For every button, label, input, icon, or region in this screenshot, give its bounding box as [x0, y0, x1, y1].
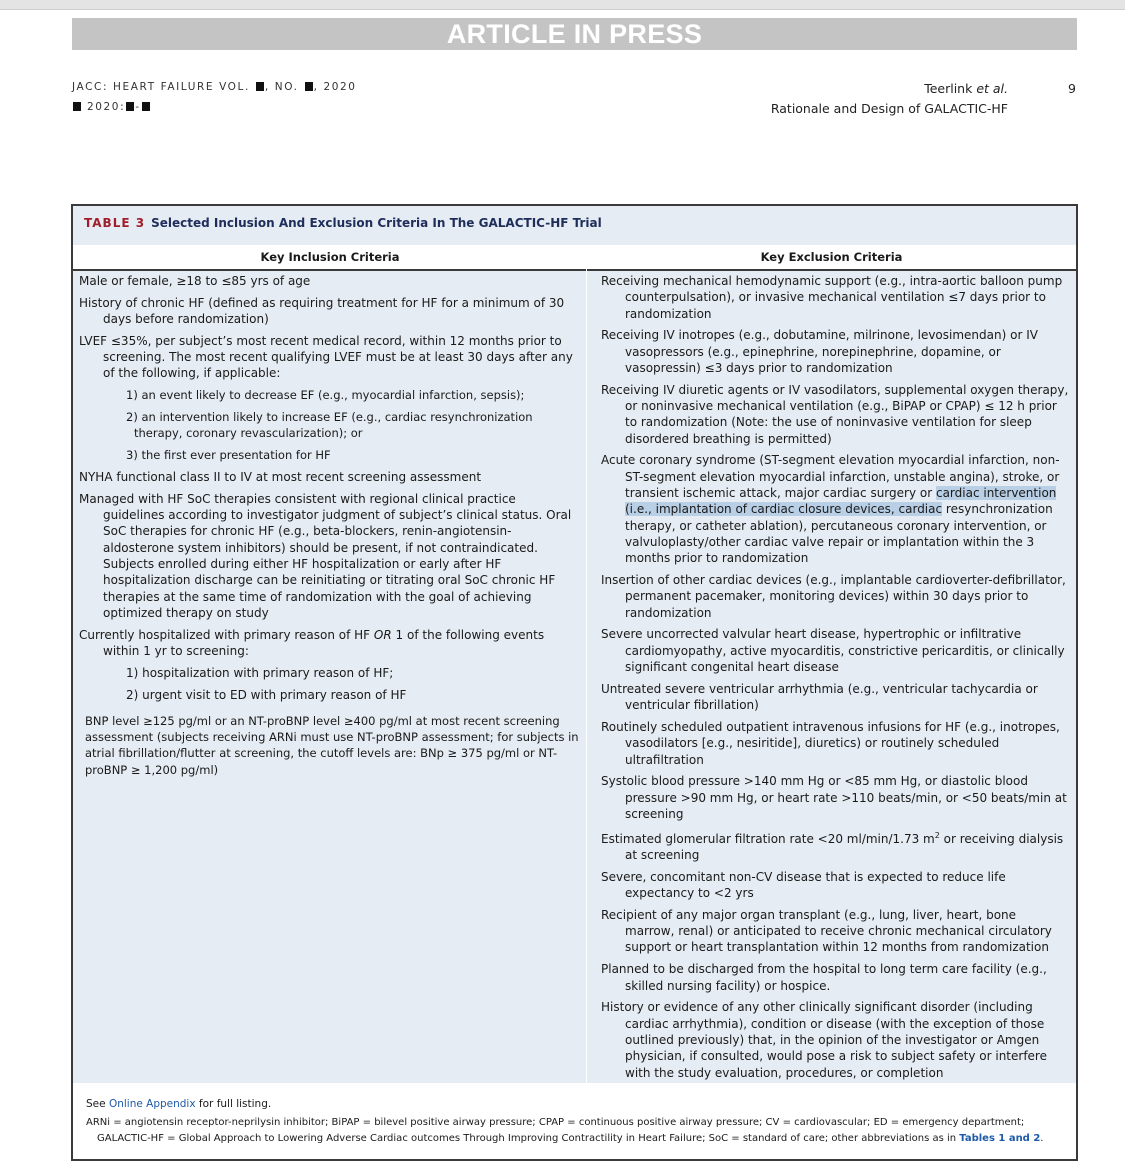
exclusion-column — [601, 273, 1069, 1086]
column-divider — [586, 245, 587, 1085]
inclusion-subcriterion: 1) an event likely to decrease EF (e.g., myocardial infarction, sepsis); — [126, 388, 525, 403]
page-number: 9 — [1068, 81, 1076, 96]
exclusion-criterion: Receiving IV inotropes (e.g., dobutamine, milrinone, levosimendan) or IV vasopressors (e.g., epinephrine, norepinephrine, dopamine, or vasopressin) ≤3 days prior to randomization — [601, 328, 1038, 375]
exclusion-criterion: Insertion of other cardiac devices (e.g., implantable cardioverter-defibrillator, permanent pacemaker, monitoring devices) within 30 days prior to randomization — [601, 573, 1066, 620]
placeholder-block — [126, 102, 134, 111]
table-title: Selected Inclusion And Exclusion Criteria In The GALACTIC-HF Trial — [151, 216, 602, 230]
table-header-row — [73, 245, 1076, 271]
inclusion-subcriterion: 1) hospitalization with primary reason of HF; — [126, 665, 394, 680]
highlighted-selection[interactable]: cardiac intervention (i.e., implantation of cardiac closure devices, cardiac — [625, 486, 1057, 517]
hospitalized-text: Currently hospitalized with primary reason of HF — [79, 627, 371, 642]
exclusion-criterion — [601, 828, 1069, 864]
exclusion-criterion: Planned to be discharged from the hospital to long term care facility (e.g., skilled nursing facility) or hospice. — [601, 962, 1047, 993]
exclusion-criterion: Receiving mechanical hemodynamic support (e.g., intra-aortic balloon pump counterpulsation), or invasive mechanical ventilation ≤7 days prior to randomization — [601, 274, 1063, 321]
exclusion-criterion: History or evidence of any other clinically significant disorder (including cardiac arrhythmia), condition or disease (with the exception of those outlined previously) that, in the opinion of the investigator or Amgen physician, if consulted, would pose a risk to subject safety or interfere with the study evaluation, procedures, or completion — [601, 1000, 1047, 1080]
inclusion-subcriterion: 3) the first ever presentation for HF — [126, 448, 331, 463]
superscript: 2 — [934, 830, 940, 840]
table-caption — [73, 206, 1076, 245]
table-footnote — [71, 1083, 1078, 1161]
exclusion-criterion: Receiving IV diuretic agents or IV vasodilators, supplemental oxygen therapy, or noninvasive mechanical ventilation (e.g., BiPAP or CPAP) ≤ 12 h prior to randomization (Note: the use of noninvasive ventilation for sleep disordered breathing is permitted) — [601, 382, 1069, 446]
inclusion-subcriterion: 2) an intervention likely to increase EF (e.g., cardiac resynchronization therapy, coronary revascularization); or — [126, 410, 533, 441]
inclusion-criterion: Managed with HF SoC therapies consistent with regional clinical practice guidelines according to investigator judgment of subject’s clinical status. Oral SoC therapies for chronic HF (e.g., beta-blockers, renin-angiotensin-aldosterone system inhibitors) should be present, if not contraindicated. Subjects enrolled during either HF hospitalization or early after HF hospitalization discharge can be reinitiating or titrating oral SoC chronic HF therapies at the same time of randomization with the goal of achieving optimized therapy on study — [79, 491, 572, 620]
or-emphasis: OR — [373, 627, 392, 642]
journal-citation-line2 — [72, 101, 151, 113]
exclusion-criterion: Routinely scheduled outpatient intravenous infusions for HF (e.g., inotropes, vasodilators [e.g., nesiritide], diuretics) or routinely scheduled ultrafiltration — [601, 719, 1060, 767]
placeholder-block — [256, 82, 264, 91]
footnote-abbreviations — [86, 1115, 1064, 1147]
author-line — [924, 81, 1008, 96]
article-in-press-banner: ARTICLE IN PRESS — [72, 18, 1077, 50]
egfr-text-cont: or receiving dialysis at screening — [625, 831, 1064, 862]
table-number: TABLE 3 — [84, 216, 146, 230]
criteria-table — [71, 204, 1078, 1085]
exclusion-criterion: Recipient of any major organ transplant (e.g., lung, liver, heart, bone marrow, renal) or anticipated to receive chronic mechanical circulatory support or heart transplantation within 12 months from randomization — [601, 907, 1052, 955]
placeholder-block — [73, 102, 81, 111]
events-text: 1 of the following events within 1 yr to screening: — [103, 627, 545, 658]
exclusion-criterion: Severe uncorrected valvular heart disease, hypertrophic or infiltrative cardiomyopathy, active myocarditis, constrictive pericarditis, or clinically significant congenital heart disease — [601, 627, 1065, 675]
inclusion-criterion: LVEF ≤35%, per subject’s most recent medical record, within 12 months prior to screening. The most recent qualifying LVEF must be at least 30 days after any of the following, if applicable: — [79, 333, 573, 381]
exclusion-criterion: Untreated severe ventricular arrhythmia (e.g., ventricular tachycardia or ventricular fibrillation) — [601, 681, 1038, 713]
issue-label: , NO. — [264, 81, 299, 93]
inclusion-criterion-bnp: BNP level ≥125 pg/ml or an NT-proBNP level ≥400 pg/ml at most recent screening assessment (subjects receiving ARNi must use NT-proBNP assessment; for subjects in atrial fibrillation/flutter at screening, the cutoff levels are: BNp ≥ 375 pg/ml or NT-proBNP ≥ 1,200 pg/ml) — [85, 713, 579, 777]
header-rule — [73, 269, 1076, 271]
online-appendix-link[interactable]: Online Appendix — [108, 1098, 196, 1110]
acs-text: Acute coronary syndrome (ST-segment elevation myocardial infarction, non-ST-segment elevation myocardial infarction, unstable angina), stroke, or transient ischemic attack, major cardiac surgery or — [601, 453, 1060, 501]
author-name: Teerlink — [924, 81, 973, 96]
window-top-bar — [0, 0, 1125, 10]
pages-dash: - — [135, 101, 141, 113]
exclusion-header: Key Exclusion Criteria — [760, 250, 903, 264]
journal-citation-line1 — [72, 81, 357, 93]
inclusion-criterion: History of chronic HF (defined as requiring treatment for HF for a minimum of 30 days before randomization) — [79, 295, 565, 327]
et-al: et al. — [976, 81, 1008, 96]
inclusion-header: Key Inclusion Criteria — [260, 250, 400, 264]
inclusion-column — [79, 273, 579, 784]
abbreviations-text: ARNi = angiotensin receptor-neprilysin inhibitor; BiPAP = bilevel positive airway pressure; CPAP = continuous positive airway pressure; CV = cardiovascular; ED = emergency department; GALACTIC-HF = Global Approach to Lowering Adverse Cardiac outcomes Through Improving Contractility in Heart Failure; SoC = standard of care; other abbreviations as in — [86, 1117, 1025, 1144]
inclusion-subcriterion: 2) urgent visit to ED with primary reason of HF — [126, 687, 407, 702]
tables-link[interactable]: Tables 1 and 2 — [959, 1133, 1041, 1144]
exclusion-criterion: Systolic blood pressure >140 mm Hg or <85 mm Hg, or diastolic blood pressure >90 mm Hg, or heart rate >110 beats/min, or <50 beats/min at screening — [601, 774, 1067, 821]
footnote-see-line — [86, 1097, 1064, 1112]
footnote-period: . — [1040, 1133, 1044, 1144]
short-title: Rationale and Design of GALACTIC-HF — [770, 101, 1008, 116]
see-prefix: See — [86, 1098, 106, 1110]
pages-year: 2020: — [86, 101, 126, 113]
see-suffix: for full listing. — [198, 1098, 272, 1110]
year-label: , 2020 — [313, 81, 357, 93]
egfr-text: Estimated glomerular filtration rate <20 ml/min/1.73 m — [601, 831, 935, 846]
placeholder-block — [305, 82, 313, 91]
inclusion-criterion: NYHA functional class II to IV at most recent screening assessment — [79, 469, 482, 484]
journal-name: JACC: HEART FAILURE VOL. — [72, 81, 250, 93]
acs-text-cont: resynchronization therapy, or catheter ablation), percutaneous coronary intervention, or valvuloplasty/other cardiac valve repair or implantation within the 3 months prior to randomization — [625, 502, 1053, 566]
exclusion-criterion — [601, 452, 1069, 566]
inclusion-criterion: Male or female, ≥18 to ≤85 yrs of age — [79, 274, 311, 288]
exclusion-criterion: Severe, concomitant non-CV disease that is expected to reduce life expectancy to <2 yrs — [601, 869, 1006, 901]
placeholder-block — [142, 102, 150, 111]
inclusion-criterion — [79, 627, 579, 660]
